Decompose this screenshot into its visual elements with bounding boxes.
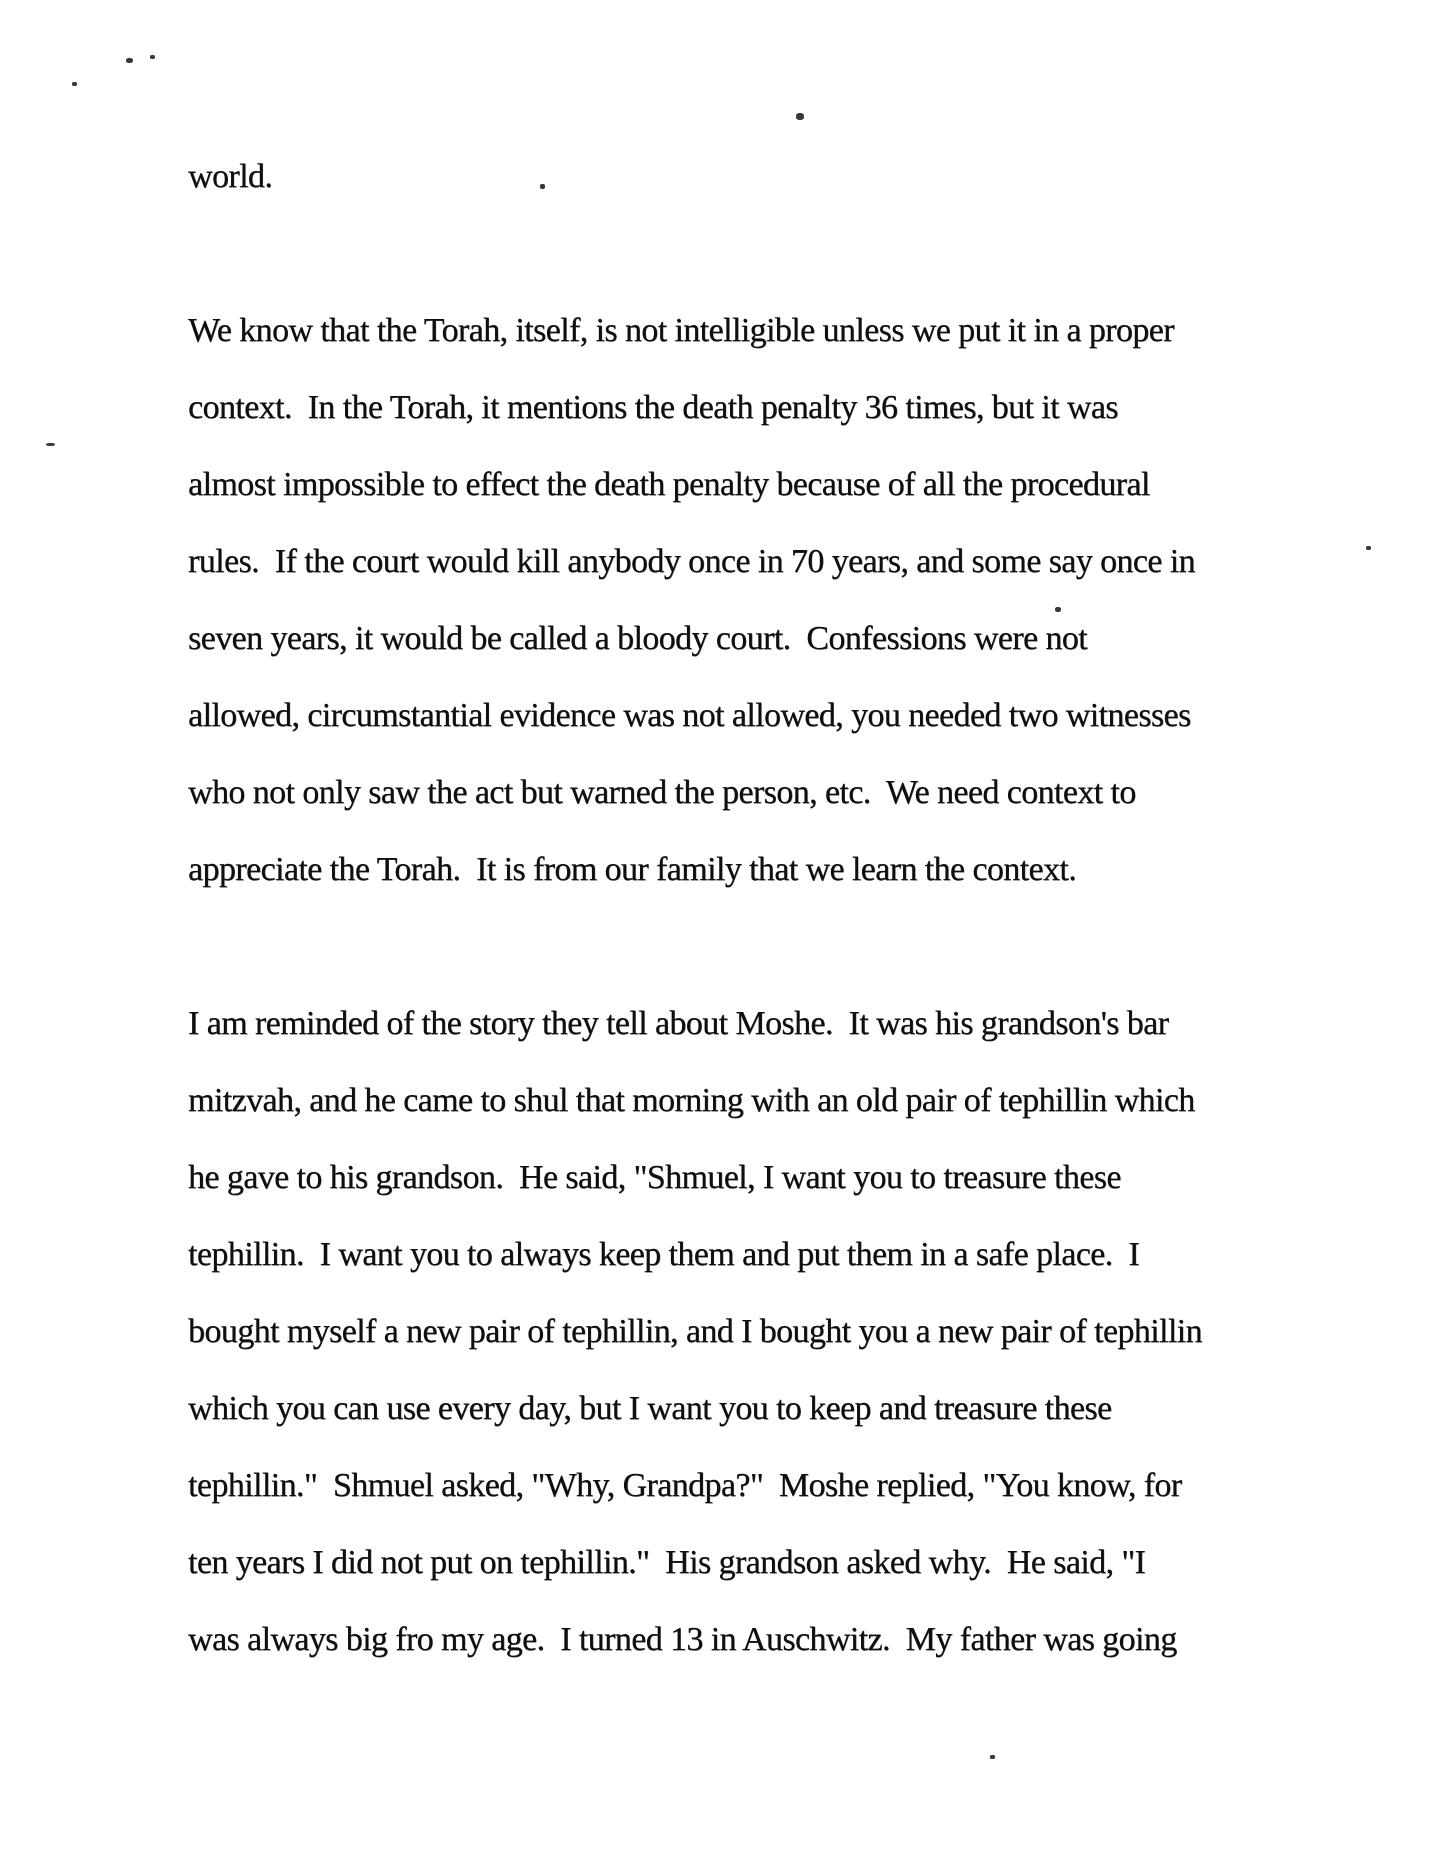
text-line: which you can use every day, but I want you to keep and treasure these xyxy=(188,1390,1112,1427)
scan-speck xyxy=(150,55,155,59)
scan-speck xyxy=(540,184,545,189)
text-line: context. In the Torah, it mentions the death penalty 36 times, but it was xyxy=(188,389,1118,426)
text-line: world. xyxy=(188,158,273,195)
scan-speck xyxy=(796,113,804,120)
text-line: who not only saw the act but warned the person, etc. We need context to xyxy=(188,774,1136,811)
scan-speck xyxy=(46,443,55,446)
text-line: appreciate the Torah. It is from our family that we learn the context. xyxy=(188,851,1077,888)
scan-speck xyxy=(72,82,77,86)
text-line: tephillin." Shmuel asked, "Why, Grandpa?" Moshe replied, "You know, for xyxy=(188,1467,1182,1504)
text-line: tephillin. I want you to always keep them and put them in a safe place. I xyxy=(188,1236,1140,1273)
scan-speck xyxy=(990,1755,995,1759)
document-text-block xyxy=(188,138,1202,1678)
text-line: I am reminded of the story they tell about Moshe. It was his grandson's bar xyxy=(188,1005,1169,1042)
text-line: mitzvah, and he came to shul that morning with an old pair of tephillin which xyxy=(188,1082,1195,1119)
text-line: almost impossible to effect the death penalty because of all the procedural xyxy=(188,466,1150,503)
paragraph xyxy=(188,985,1202,1678)
paragraph xyxy=(188,138,1202,215)
text-line: rules. If the court would kill anybody once in 70 years, and some say once in xyxy=(188,543,1195,580)
text-line: he gave to his grandson. He said, "Shmuel, I want you to treasure these xyxy=(188,1159,1121,1196)
text-line: bought myself a new pair of tephillin, and I bought you a new pair of tephillin xyxy=(188,1313,1202,1350)
text-line: ten years I did not put on tephillin." His grandson asked why. He said, "I xyxy=(188,1544,1146,1581)
paragraph xyxy=(188,292,1202,908)
text-line: was always big fro my age. I turned 13 in Auschwitz. My father was going xyxy=(188,1621,1177,1658)
text-line: seven years, it would be called a bloody court. Confessions were not xyxy=(188,620,1088,657)
text-line: We know that the Torah, itself, is not intelligible unless we put it in a proper xyxy=(188,312,1174,349)
text-line: allowed, circumstantial evidence was not allowed, you needed two witnesses xyxy=(188,697,1191,734)
scan-speck xyxy=(1055,607,1061,612)
scan-speck xyxy=(1366,546,1371,550)
scan-speck xyxy=(126,58,133,63)
